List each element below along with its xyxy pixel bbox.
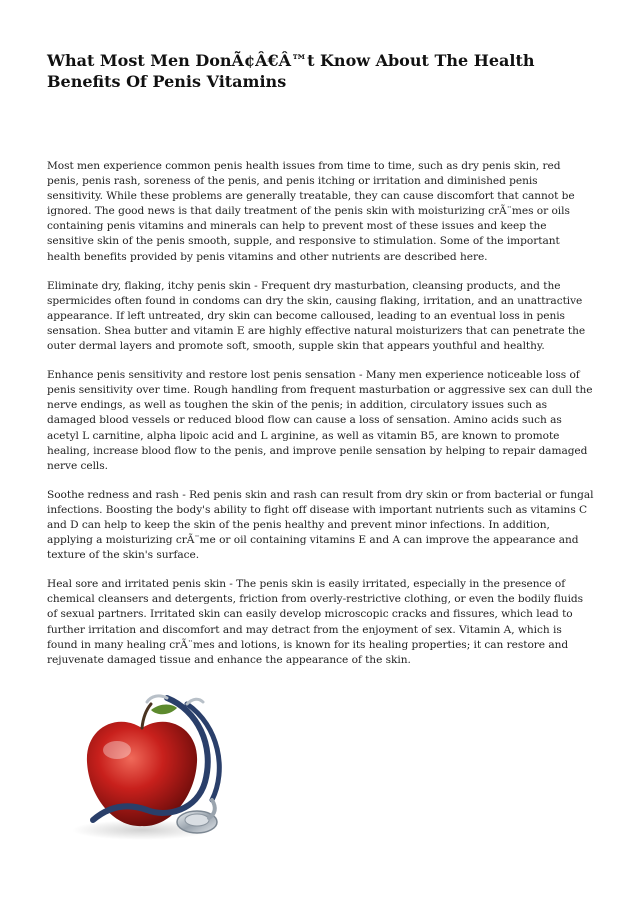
stethoscope-stem: [209, 800, 215, 818]
paragraph-heal: Heal sore and irritated penis skin - The penis skin is easily irritated, especially in the presence of chemical cleansers and detergents, friction from overly-restrictive clothing, or even the bodily fluids of sexual partners. Irritated skin can easily develop microscopic cracks and fissures, which lead to further irritation and discomfort and may detract from the enjoyment of sex. Vitamin A, which is found in many healing crÃ¨mes and lotions, is known for its healing properties; it can restore and rejuvenate damaged tissue and enhance the appearance of the skin.: [47, 578, 584, 666]
stethoscope-diaphragm: [185, 814, 209, 826]
paragraph-intro: Most men experience common penis health issues from time to time, such as dry penis skin, red penis, penis rash, soreness of the penis, and penis itching or irritation and diminished penis sensitivity. While these problems are generally treatable, they can cause discomfort that cannot be ignored. The good news is that daily treatment of the penis skin with moisturizing crÃ¨mes or oils containing penis vitamins and minerals can help to prevent most of these issues and keep the sensitive skin of the penis smooth, supple, and responsive to stimulation. Some of the important health benefits provided by penis vitamins and other nutrients are described here.: [47, 160, 575, 263]
document-page: [47, 0, 595, 682]
paragraph-redness: Soothe redness and rash - Red penis skin and rash can result from dry skin or from bacterial or fungal infections. Boosting the body's ability to fight off disease with important nutrients such as vitamins C and D can help to keep the skin of the penis healthy and prevent minor infections. In addition, applying a moisturizing crÃ¨me or oil containing vitamins E and A can improve the appearance and texture of the skin's surface.: [47, 488, 594, 562]
apple-stethoscope-image: [47, 690, 232, 850]
apple-highlight: [103, 741, 131, 759]
article-title: What Most Men DonÃ¢Â€Â™t Know About The Health Benefits Of Penis Vitamins: [47, 51, 535, 91]
apple-leaf: [151, 705, 177, 715]
paragraph-sensitivity: Enhance penis sensitivity and restore lost penis sensation - Many men experience noticeable loss of penis sensitivity over time. Rough handling from frequent masturbation or aggressive sex can dull the nerve endings, as well as toughen the skin of the penis; in addition, circulatory issues such as damaged blood vessels or reduced blood flow can cause a loss of sensation. Amino acids such as acetyl L carnitine, alpha lipoic acid and L arginine, as well as vitamin B5, are known to promote healing, increase blood flow to the penis, and improve penile sensation by helping to repair damaged nerve cells.: [47, 369, 593, 472]
paragraph-dry-skin: Eliminate dry, flaking, itchy penis skin - Frequent dry masturbation, cleansing products, and the spermicides often found in condoms can dry the skin, causing flaking, irritation, and an unattractive appearance. If left untreated, dry skin can become calloused, leading to an eventual loss in penis sensation. Shea butter and vitamin E are highly effective natural moisturizers that can penetrate the outer dermal layers and promote soft, smooth, supple skin that appears youthful and healthy.: [47, 279, 586, 353]
article-body: [47, 159, 595, 668]
